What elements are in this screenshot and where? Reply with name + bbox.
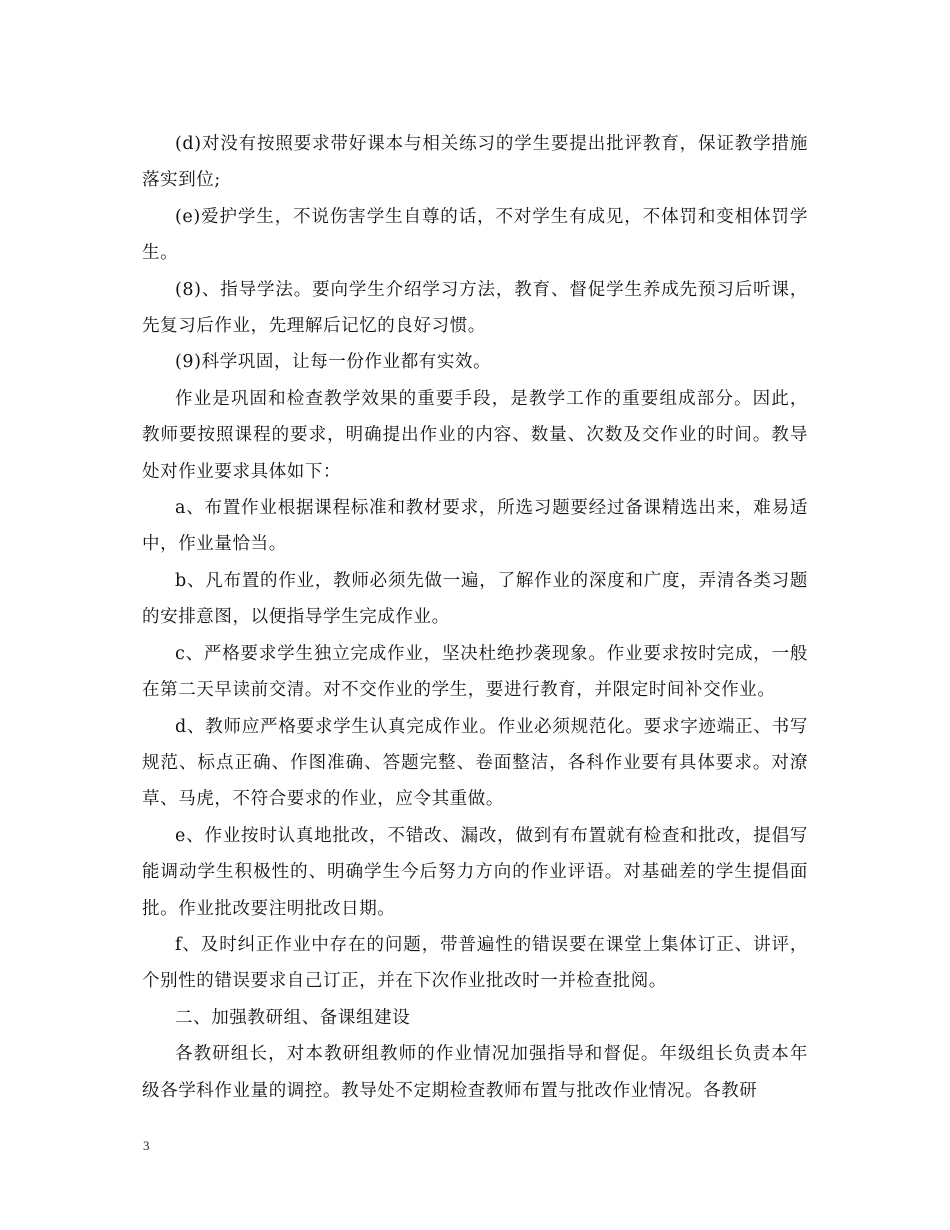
paragraph-d-materials: (d)对没有按照要求带好课本与相关练习的学生要提出批评教育，保证教学措施落实到位; [142,134,808,191]
paragraph-e-grading: e、作业按时认真地批改，不错改、漏改，做到有布置就有检查和批改，提倡写能调动学生积极性的、明确学生今后努力方向的作业评语。对基础差的学生提倡面批。作业批改要注明批改日期。 [142,825,808,919]
section-heading-2: 二、加强教研组、备课组建设 [175,1007,411,1028]
paragraph-b-teacher-first: b、凡布置的作业，教师必须先做一遍，了解作业的深度和广度，弄清各类习题的安排意图，以便指导学生完成作业。 [142,570,808,628]
paragraph-8-study-methods: (8)、指导学法。要向学生介绍学习方法，教育、督促学生养成先预习后听课，先复习后作业，先理解后记忆的良好习惯。 [142,279,808,337]
paragraph-a-assign: a、布置作业根据课程标准和教材要求，所选习题要经过备课精选出来，难易适中，作业量恰当。 [142,498,808,555]
paragraph-9-consolidation: (9)科学巩固，让每一份作业都有实效。 [175,352,492,373]
paragraph-teaching-groups: 各教研组长，对本教研组教师的作业情况加强指导和督促。年级组长负责本年级各学科作业量的调控。教导处不定期检查教师布置与批改作业情况。各教研 [142,1044,808,1101]
page-number: 3 [143,1138,150,1153]
paragraph-e-care-students: (e)爱护学生，不说伤害学生自尊的话，不对学生有成见，不体罚和变相体罚学生。 [142,206,808,264]
document-body [142,126,808,1109]
paragraph-homework-intro: 作业是巩固和检查教学效果的重要手段，是教学工作的重要组成部分。因此，教师要按照课程的要求，明确提出作业的内容、数量、次数及交作业的时间。教导处对作业要求具体如下： [142,388,808,482]
paragraph-f-correction: f、及时纠正作业中存在的问题，带普遍性的错误要在课堂上集体订正、讲评，个别性的错误要求自己订正，并在下次作业批改时一并检查批阅。 [142,934,808,992]
paragraph-c-independent: c、严格要求学生独立完成作业，坚决杜绝抄袭现象。作业要求按时完成，一般在第二天早读前交清。对不交作业的学生，要进行教育，并限定时间补交作业。 [142,643,808,701]
paragraph-d-standards: d、教师应严格要求学生认真完成作业。作业必须规范化。要求字迹端正、书写规范、标点正确、作图准确、答题完整、卷面整洁，各科作业要有具体要求。对潦草、马虎，不符合要求的作业，应令其重做。 [142,716,808,810]
